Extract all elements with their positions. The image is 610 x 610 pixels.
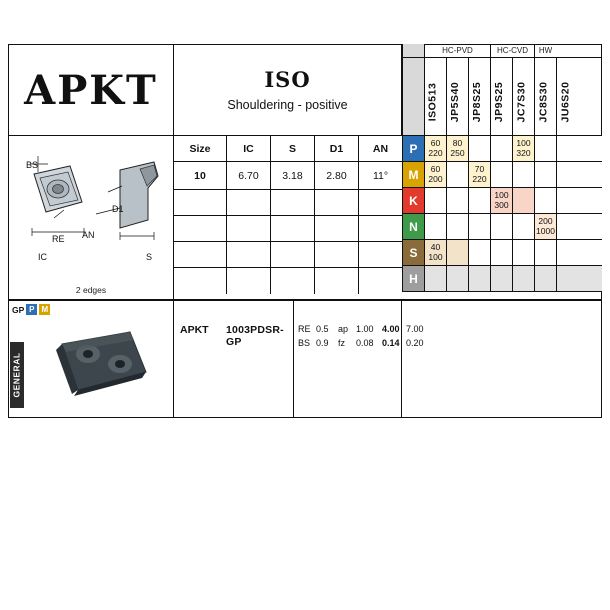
- col-iso513: [402, 58, 438, 136]
- dim-value-s: 3.18: [270, 162, 314, 190]
- grade-cell: [512, 266, 534, 292]
- page-title: APKT: [24, 66, 158, 114]
- col-jc8s30: [512, 58, 549, 136]
- col-jp8s25: [446, 58, 483, 136]
- grade-cell: 100 320: [512, 136, 534, 162]
- col-spare: [556, 58, 602, 136]
- feed-fz-label: fz: [338, 338, 346, 348]
- dim-value-d1: 2.80: [314, 162, 358, 190]
- geo-bs-value: 0.9: [316, 338, 329, 348]
- grade-cell-spare: [556, 188, 602, 214]
- grade-cell: [534, 136, 556, 162]
- col-jp5s40: [424, 58, 461, 136]
- grade-cell: 60 200: [424, 162, 446, 188]
- title-cell: [8, 44, 174, 136]
- grade-cell: [512, 162, 534, 188]
- label-re: RE: [52, 234, 65, 244]
- geo-bs-label: BS: [298, 338, 311, 348]
- feed-fz-mid: 0.14: [382, 338, 400, 348]
- grade-cell: [512, 240, 534, 266]
- grade-cell-spare: [556, 214, 602, 240]
- col-ju6s20: [534, 58, 571, 136]
- group-hc-pvd: HC-PVD: [424, 44, 490, 58]
- label-d1: D1: [112, 204, 124, 214]
- general-tab: [10, 342, 24, 408]
- grade-cell: [534, 240, 556, 266]
- grade-cell-spare: [556, 240, 602, 266]
- table-row: [174, 268, 402, 294]
- grade-cell: 200 1000: [534, 214, 556, 240]
- feed-fz-max: 0.20: [406, 338, 424, 348]
- grade-cell-spare: [556, 266, 602, 292]
- badge-m: M: [39, 304, 50, 315]
- insert-drawing: [8, 136, 174, 300]
- grade-cell: [490, 214, 512, 240]
- group-iso: [402, 44, 424, 58]
- grade-cell: [468, 136, 490, 162]
- feed-fz-min: 0.08: [356, 338, 374, 348]
- application-group-k: K: [402, 188, 424, 214]
- grade-cell: 60 220: [424, 136, 446, 162]
- grade-cell-spare: [556, 162, 602, 188]
- dim-header-ic: IC: [226, 136, 270, 162]
- grade-cell: 80 250: [446, 136, 468, 162]
- application-group-h: H: [402, 266, 424, 292]
- dim-value-size: 10: [194, 170, 206, 182]
- table-row: [174, 162, 402, 190]
- general-tab-label: GENERAL: [12, 352, 22, 398]
- group-hw: HW: [534, 44, 556, 58]
- grade-cell: [446, 240, 468, 266]
- application-group-m: M: [402, 162, 424, 188]
- dim-header-size: Size: [189, 143, 211, 155]
- col-jc7s30-label: JC7S30: [514, 81, 527, 122]
- grade-cell: [490, 240, 512, 266]
- feed-ap-mid: 4.00: [382, 324, 400, 334]
- feed-ap-label: ap: [338, 324, 349, 334]
- grade-cell: [468, 240, 490, 266]
- application-group-n: N: [402, 214, 424, 240]
- grade-cell-spare: [556, 136, 602, 162]
- designation-code: 1003PDSR-GP: [226, 324, 284, 348]
- col-jp8s25-label: JP8S25: [470, 81, 483, 122]
- dim-header-s: S: [270, 136, 314, 162]
- table-row: [174, 190, 402, 216]
- label-bs: BS: [26, 160, 39, 170]
- group-hc-cvd: HC-CVD: [490, 44, 534, 58]
- col-jp9s25-label: JP9S25: [492, 81, 505, 122]
- gp-label-text: GP: [12, 304, 25, 315]
- badge-p: P: [26, 304, 37, 315]
- group-empty: [556, 44, 602, 58]
- grade-cell: [490, 136, 512, 162]
- dim-value-an: 11°: [358, 162, 402, 190]
- grade-cell: [512, 214, 534, 240]
- grade-cell: [446, 188, 468, 214]
- grade-cell: [534, 266, 556, 292]
- feed-ap-min: 1.00: [356, 324, 374, 334]
- grade-cell: [534, 188, 556, 214]
- col-jp9s25: [468, 58, 505, 136]
- grade-cell: [446, 214, 468, 240]
- grade-cell: [490, 162, 512, 188]
- col-jp5s40-label: JP5S40: [448, 81, 461, 122]
- table-row: [174, 242, 402, 268]
- gp-badge-group: [12, 304, 50, 315]
- application-group-s: S: [402, 240, 424, 266]
- grade-cell: [446, 266, 468, 292]
- geo-re-value: 0.5: [316, 324, 329, 334]
- geometry-cell: [294, 300, 402, 418]
- table-row: [174, 216, 402, 242]
- grade-cell: [446, 162, 468, 188]
- dim-header-an: AN: [358, 136, 402, 162]
- insert-photo: [44, 320, 154, 406]
- iso-heading-cell: [174, 44, 402, 136]
- grade-cell: 40 100: [424, 240, 446, 266]
- grade-cell: [424, 214, 446, 240]
- application-group-p: P: [402, 136, 424, 162]
- label-s: S: [146, 252, 153, 262]
- grade-cell: [424, 266, 446, 292]
- grade-cell: [468, 188, 490, 214]
- col-ju6s20-label: JU6S20: [558, 81, 571, 122]
- grade-cell: 70 220: [468, 162, 490, 188]
- label-ic: IC: [38, 252, 47, 262]
- insert-geometry-svg: [8, 136, 174, 286]
- dim-value-ic: 6.70: [226, 162, 270, 190]
- iso-title: ISO: [264, 67, 311, 92]
- grade-cell: [468, 266, 490, 292]
- designation-prefix: APKT: [180, 324, 209, 336]
- grade-cell: [424, 188, 446, 214]
- max-values-cell: [402, 300, 602, 418]
- col-iso513-label: ISO513: [425, 82, 438, 121]
- product-image-cell: [8, 300, 174, 418]
- grade-cell: [512, 188, 534, 214]
- grade-header: [402, 44, 602, 136]
- grade-cell: [490, 266, 512, 292]
- feed-ap-max: 7.00: [406, 324, 424, 334]
- dim-table-header: [174, 136, 402, 162]
- dim-header-d1: D1: [314, 136, 358, 162]
- label-an: AN: [82, 230, 95, 240]
- col-jc8s30-label: JC8S30: [536, 81, 549, 122]
- grade-cell: [468, 214, 490, 240]
- grade-cell: 100 300: [490, 188, 512, 214]
- grade-cell: [534, 162, 556, 188]
- iso-subtitle: Shouldering - positive: [227, 98, 348, 112]
- geo-re-label: RE: [298, 324, 311, 334]
- edges-footnote: 2 edges: [75, 285, 107, 295]
- col-jc7s30: [490, 58, 527, 136]
- designation-cell: [174, 300, 294, 418]
